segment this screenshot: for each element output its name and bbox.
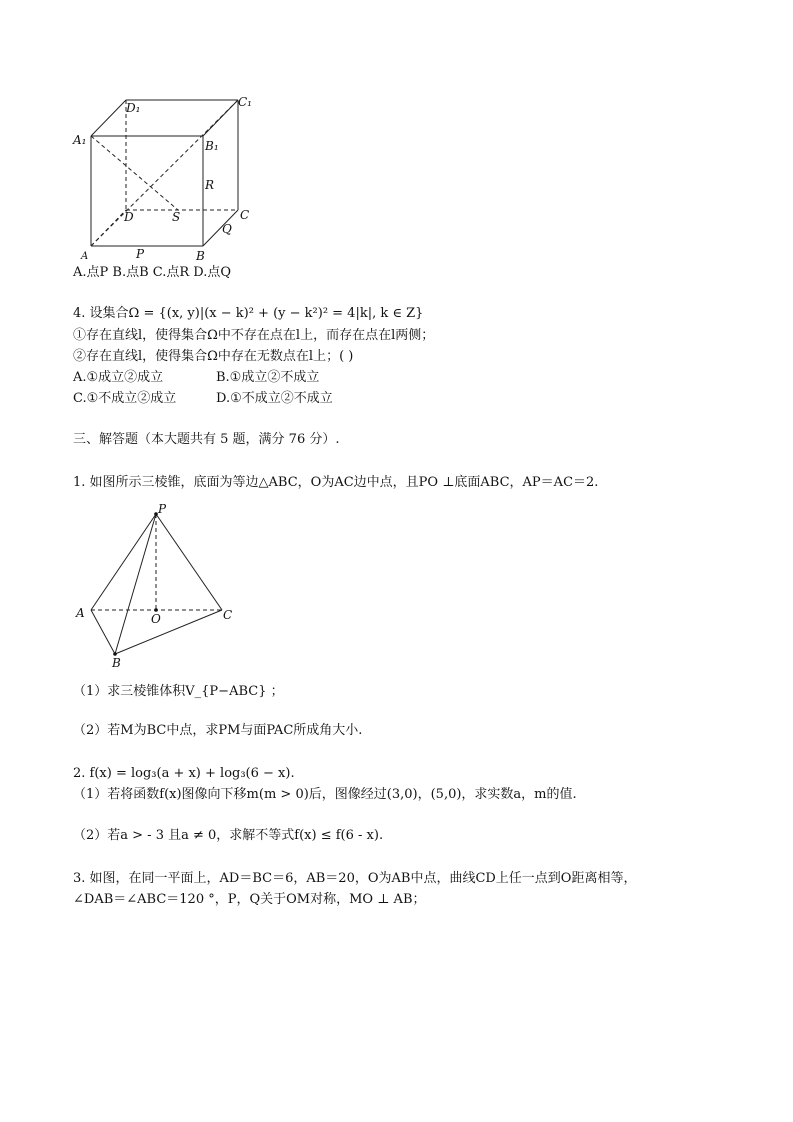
edge-P-B (115, 514, 156, 654)
section3-heading: 三、解答题（本大题共有 5 题，满分 76 分）. (73, 432, 340, 447)
q4-option-a: A.①成立②成立 (73, 370, 164, 385)
label-Q: Q (222, 222, 232, 236)
label-A1: A₁ (73, 133, 87, 147)
p1-sub1: （1）求三棱锥体积V_{P−ABC} ； (73, 684, 284, 699)
p3-line2: ∠DAB＝∠ABC＝120 °，P，Q关于OM对称，MO ⊥ AB； (73, 892, 426, 907)
label-O: O (151, 612, 161, 626)
q4-option-b: B.①成立②不成立 (216, 370, 320, 385)
q4-statement-1: ①存在直线l，使得集合Ω中不存在点在l上，而存在点在l两侧； (73, 328, 435, 343)
p3-line1: 3. 如图，在同一平面上，AD＝BC＝6，AB＝20，O为AB中点，曲线CD上任一点到O距离相等， (73, 871, 637, 886)
pyramid-figure (72, 500, 242, 672)
label-R: R (205, 178, 215, 192)
label-D1: D₁ (126, 101, 141, 115)
label-C: C (223, 608, 233, 622)
segment-A1-S (91, 136, 178, 210)
label-C1: C₁ (238, 95, 252, 109)
label-P: P (158, 502, 167, 516)
label-B: B (196, 249, 205, 263)
q4-statement-2: ②存在直线l，使得集合Ω中存在无数点在l上；( ) (73, 349, 354, 364)
edge-A-B (91, 610, 115, 654)
label-B: B (112, 656, 121, 670)
p1-stem: 1. 如图所示三棱锥，底面为等边△ABC，O为AC边中点，且PO ⊥底面ABC，AP＝AC＝2. (73, 475, 599, 490)
q4-option-d: D.①不成立②不成立 (216, 391, 333, 406)
edge-A1-D1 (91, 100, 126, 136)
label-A: A (76, 606, 85, 620)
q4-stem: 4. 设集合Ω = {(x, y)|(x − k)² + (y − k²)² = 4|k|, k ∈ Z} (73, 306, 424, 321)
p1-sub2: （2）若M为BC中点，求PM与面PAC所成角大小. (73, 723, 363, 738)
p2-sub2: （2）若a > ‑ 3 且a ≠ 0，求解不等式f(x) ≤ f(6 ‑ x). (73, 828, 384, 843)
p2-sub1: （1）若将函数f(x)图像向下移m(m > 0)后，图像经过(3,0)，(5,0)，求实数a，m的值. (73, 787, 577, 802)
q4-option-c: C.①不成立②成立 (73, 391, 177, 406)
edge-P-A (91, 514, 156, 610)
label-S: S (172, 210, 181, 224)
edge-B-C (203, 210, 238, 246)
edge-P-C (156, 514, 222, 610)
cube-figure (70, 92, 260, 267)
label-B1: B₁ (205, 139, 219, 153)
label-A: A (81, 251, 89, 262)
q3-options: A.点P B.点B C.点R D.点Q (73, 265, 232, 280)
label-P: P (136, 247, 145, 261)
p2-stem: 2. f(x) = log₃(a + x) + log₃(6 − x). (73, 766, 295, 781)
label-C: C (240, 208, 250, 222)
segment-A-C1 (91, 100, 238, 246)
label-D: D (124, 210, 134, 224)
edge-B-C (115, 610, 222, 654)
